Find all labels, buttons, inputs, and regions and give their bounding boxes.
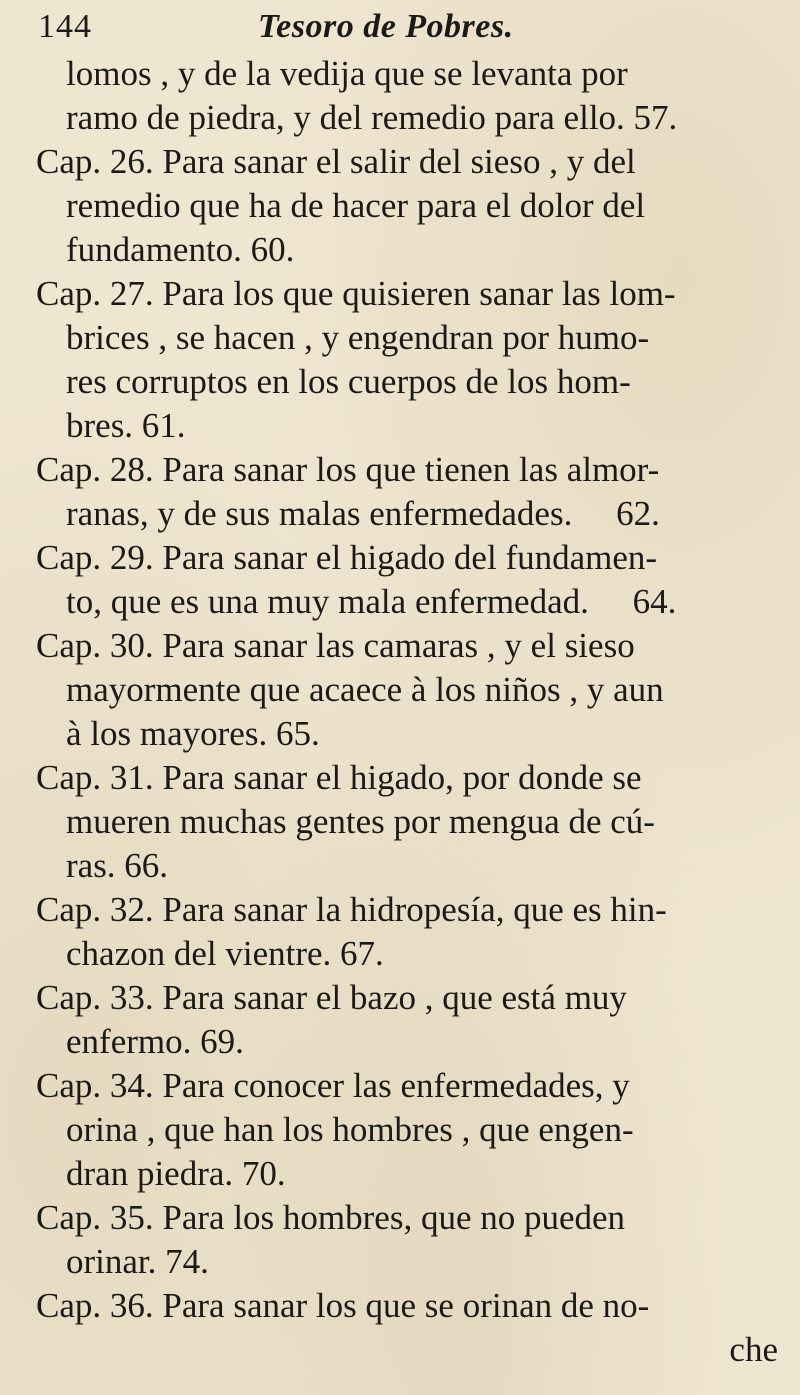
catchword: che <box>729 1330 778 1369</box>
text-line: orina , que han los hombres , que engen- <box>66 1110 634 1149</box>
text-line: remedio que ha de hacer para el dolor del <box>66 186 646 225</box>
page-header <box>38 8 758 58</box>
page-number: 144 <box>38 8 92 45</box>
chapter-entry-line: Cap. 31. Para sanar el higado, por donde se <box>36 758 642 797</box>
chapter-entry-line: Cap. 29. Para sanar el higado del fundamen- <box>36 538 658 577</box>
text-line: to, que es una muy mala enfermedad. 64. <box>66 582 677 621</box>
chapter-entry-line: Cap. 26. Para sanar el salir del sieso , y del <box>36 142 636 181</box>
text-line: ranas, y de sus malas enfermedades. 62. <box>66 494 660 533</box>
text-line: brices , se hacen , y engendran por humo- <box>66 318 650 357</box>
chapter-entry-line: Cap. 34. Para conocer las enfermedades, y <box>36 1066 630 1105</box>
text-line: enfermo. 69. <box>66 1022 244 1061</box>
text-line: fundamento. 60. <box>66 230 295 269</box>
chapter-entry-line: Cap. 28. Para sanar los que tienen las almor- <box>36 450 660 489</box>
text-line: orinar. 74. <box>66 1242 209 1281</box>
text-line: chazon del vientre. 67. <box>66 934 384 973</box>
running-title: Tesoro de Pobres. <box>258 8 514 45</box>
text-line: ramo de piedra, y del remedio para ello. 57. <box>66 98 678 137</box>
text-line: res corruptos en los cuerpos de los hom- <box>66 362 631 401</box>
chapter-entry-line: Cap. 36. Para sanar los que se orinan de no- <box>36 1286 650 1325</box>
chapter-entry-line: Cap. 35. Para los hombres, que no pueden <box>36 1198 626 1237</box>
text-line: mayormente que acaece à los niños , y aun <box>66 670 664 709</box>
chapter-entry-line: Cap. 27. Para los que quisieren sanar las lom- <box>36 274 676 313</box>
text-line: dran piedra. 70. <box>66 1154 286 1193</box>
chapter-entry-line: Cap. 30. Para sanar las camaras , y el sieso <box>36 626 635 665</box>
text-line: à los mayores. 65. <box>66 714 320 753</box>
text-line: ras. 66. <box>66 846 169 885</box>
text-line: bres. 61. <box>66 406 186 445</box>
chapter-entry-line: Cap. 32. Para sanar la hidropesía, que es hin- <box>36 890 667 929</box>
text-line: lomos , y de la vedija que se levanta por <box>66 54 628 93</box>
chapter-entry-line: Cap. 33. Para sanar el bazo , que está muy <box>36 978 627 1017</box>
text-line: mueren muchas gentes por mengua de cú- <box>66 802 655 841</box>
